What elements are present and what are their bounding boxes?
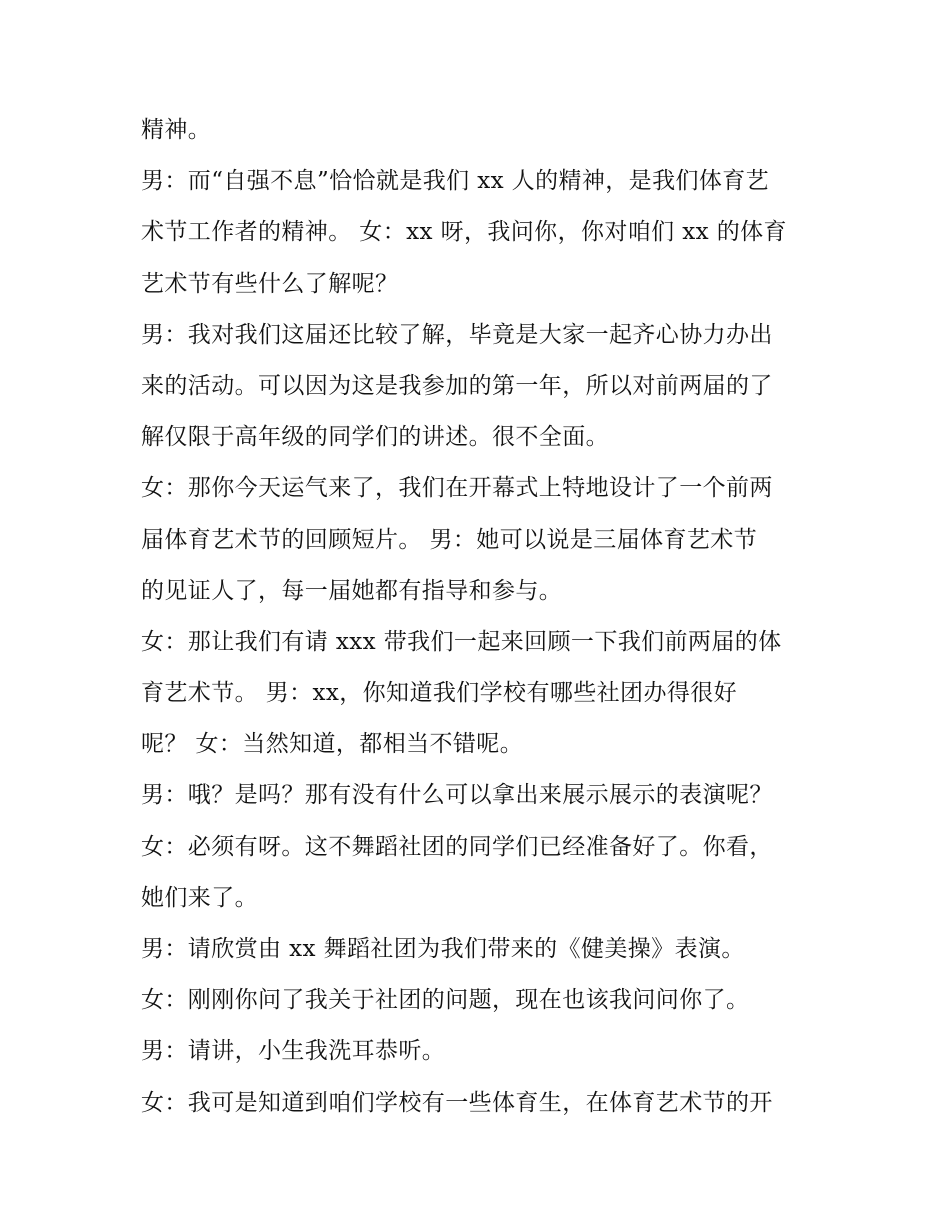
text-line: 术节工作者的精神。 女：xx 呀，我问你，你对咱们 xx 的体育 xyxy=(141,219,787,246)
text-line: 男：我对我们这届还比较了解，毕竟是大家一起齐心协力办出 xyxy=(141,321,773,348)
text-line: 男：请欣赏由 xx 舞蹈社团为我们带来的《健美操》表演。 xyxy=(141,936,745,962)
text-line: 艺术节有些什么了解呢？ xyxy=(141,270,399,297)
text-line: 男：而“自强不息”恰恰就是我们 xx 人的精神，是我们体育艺 xyxy=(141,168,770,195)
text-line: 女：那让我们有请 xxx 带我们一起来回顾一下我们前两届的体 xyxy=(141,628,782,655)
text-line: 女：刚刚你问了我关于社团的问题，现在也该我问问你了。 xyxy=(141,987,750,1014)
text-line: 女：那你今天运气来了，我们在开幕式上特地设计了一个前两 xyxy=(141,475,773,502)
text-line: 的见证人了，每一届她都有指导和参与。 xyxy=(141,577,563,604)
text-line: 她们来了。 xyxy=(141,884,258,911)
text-line: 女：我可是知道到咱们学校有一些体育生，在体育艺术节的开 xyxy=(141,1089,773,1116)
text-line: 男：请讲，小生我洗耳恭听。 xyxy=(141,1038,446,1065)
text-line: 女：必须有呀。这不舞蹈社团的同学们已经准备好了。你看， xyxy=(141,833,773,860)
text-line: 届体育艺术节的回顾短片。 男：她可以说是三届体育艺术节 xyxy=(141,526,758,553)
text-line: 精神。 xyxy=(141,117,212,143)
text-line: 男：哦？是吗？那有没有什么可以拿出来展示展示的表演呢？ xyxy=(141,782,773,809)
document-text-body xyxy=(141,105,821,1129)
text-line: 呢？ 女：当然知道，都相当不错呢。 xyxy=(141,731,524,758)
text-line: 育艺术节。 男：xx，你知道我们学校有哪些社团办得很好 xyxy=(141,680,738,707)
text-line: 解仅限于高年级的同学们的讲述。很不全面。 xyxy=(141,424,609,451)
text-line: 来的活动。可以因为这是我参加的第一年，所以对前两届的了 xyxy=(141,372,773,399)
